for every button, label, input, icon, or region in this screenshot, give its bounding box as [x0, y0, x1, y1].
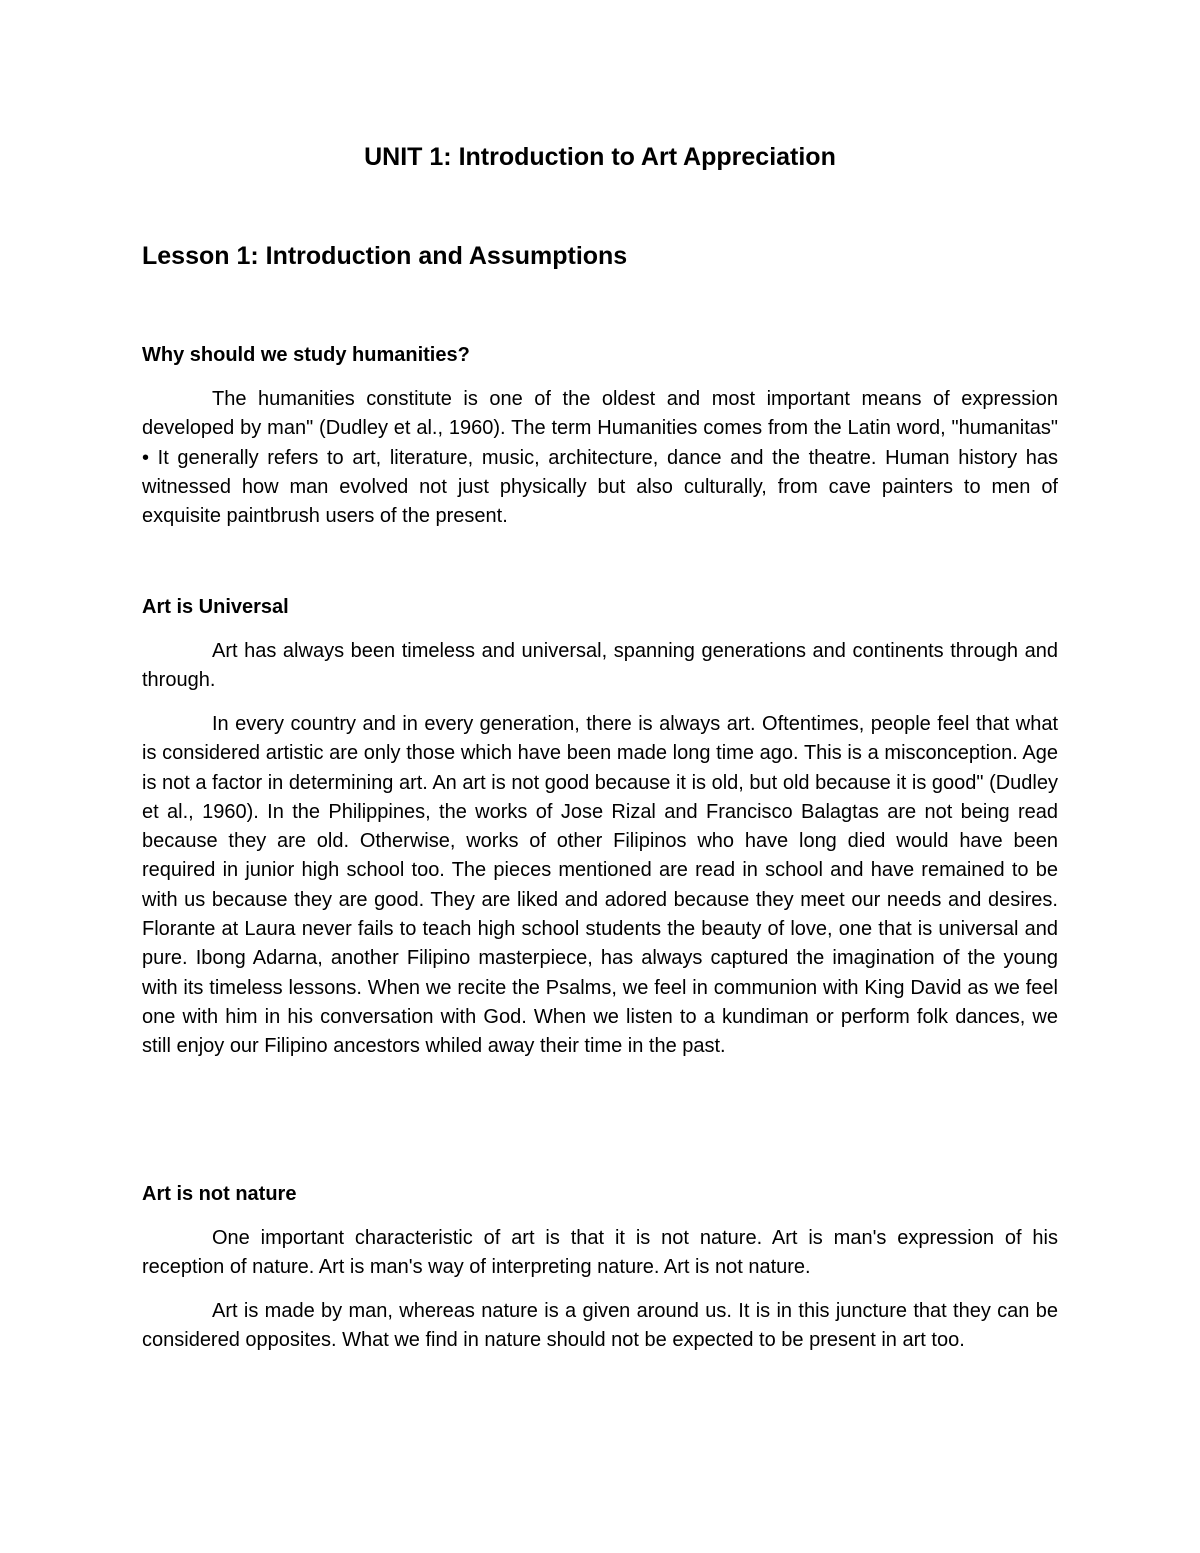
paragraph-humanities: The humanities constitute is one of the oldest and most important means of expression developed by man" (Dudley et al., 1960). The term Humanities comes from the Latin word, "humanitas" • It generally refers to art, literature, music, architecture, dance and the theatre. Human history has witnessed how man evolved not just physically but also culturally, from cave painters to men of exquisite paintbrush users of the present. — [142, 388, 1058, 528]
paragraph-universal-1: Art has always been timeless and universal, spanning generations and continents through and through. — [142, 640, 1058, 692]
unit-title: UNIT 1: Introduction to Art Appreciation — [364, 143, 836, 171]
paragraph-universal-2: In every country and in every generation, there is always art. Oftentimes, people feel that what is considered artistic are only those which have been made long time ago. This is a misconception. Age is not a factor in determining art. An art is not good because it is old, but old because it is good" (Dudley et al., 1960). In the Philippines, the works of Jose Rizal and Francisco Balagtas are not being read because they are old. Otherwise, works of other Filipinos who have long died would have been required in junior high school too. The pieces mentioned are read in school and have remained to be with us because they are good. They are liked and adored because they meet our needs and desires. Florante at Laura never fails to teach high school students the beauty of love, one that is universal and pure. Ibong Adarna, another Filipino masterpiece, has always captured the imagination of the young with its timeless lessons. When we recite the Psalms, we feel in communion with King David as we feel one with him in his conversation with God. When we listen to a kundiman or perform folk dances, we still enjoy our Filipino ancestors whiled away their time in the past. — [142, 713, 1058, 1058]
section-heading-humanities: Why should we study humanities? — [142, 344, 470, 366]
section-heading-nature: Art is not nature — [142, 1183, 297, 1205]
section-heading-universal: Art is Universal — [142, 596, 289, 618]
paragraph-nature-2: Art is made by man, whereas nature is a given around us. It is in this juncture that they can be considered opposites. What we find in nature should not be expected to be present in art too. — [142, 1300, 1058, 1352]
paragraph-nature-1: One important characteristic of art is that it is not nature. Art is man's expression of his reception of nature. Art is man's way of interpreting nature. Art is not nature. — [142, 1227, 1058, 1279]
lesson-title: Lesson 1: Introduction and Assumptions — [142, 242, 628, 270]
